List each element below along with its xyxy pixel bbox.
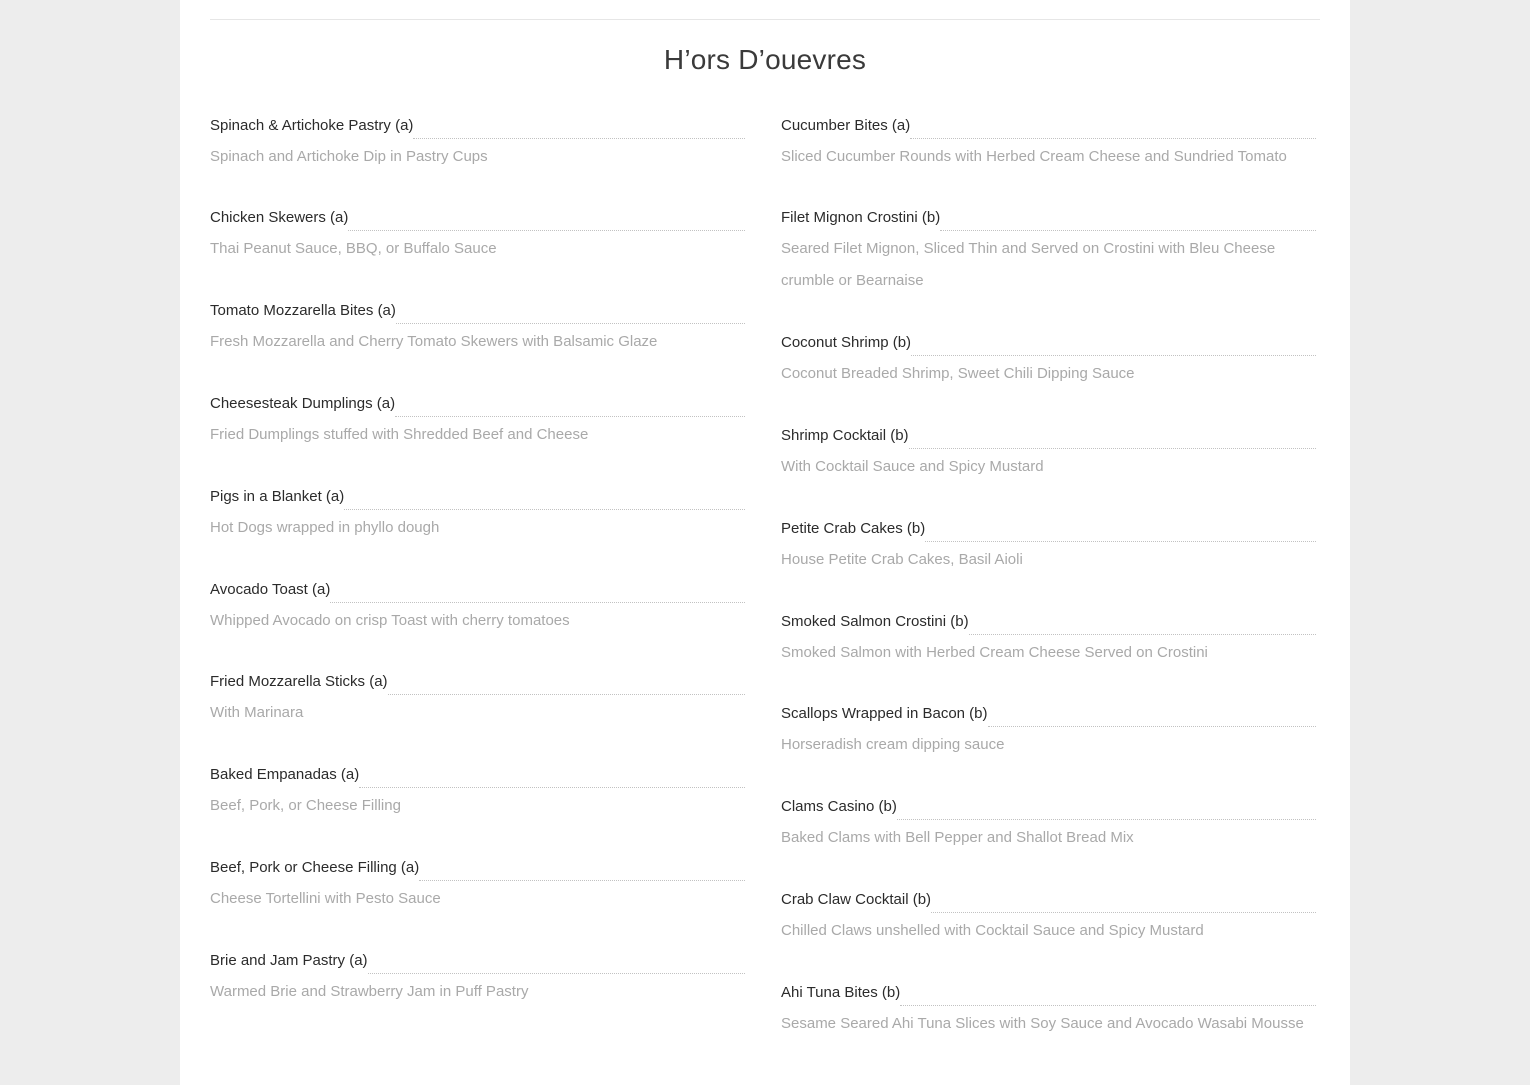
dotted-leader <box>900 1004 1316 1006</box>
dotted-leader <box>897 818 1316 820</box>
dotted-leader <box>388 693 745 695</box>
dotted-leader <box>344 508 745 510</box>
menu-item <box>210 298 745 358</box>
menu-item-description: House Petite Crab Cakes, Basil Aioli <box>781 551 1023 568</box>
menu-item-description: Cheese Tortellini with Pesto Sauce <box>210 890 441 907</box>
menu-item-name: Coconut Shrimp (b) <box>781 334 912 351</box>
menu-item <box>781 113 1316 173</box>
menu-item <box>210 669 745 729</box>
menu-item <box>781 980 1316 1040</box>
menu-item-name: Baked Empanadas (a) <box>210 766 360 783</box>
menu-item-description: Fresh Mozzarella and Cherry Tomato Skewers with Balsamic Glaze <box>210 333 658 350</box>
menu-item-name: Beef, Pork or Cheese Filling (a) <box>210 859 420 876</box>
menu-item-name: Pigs in a Blanket (a) <box>210 488 345 505</box>
dotted-leader <box>413 137 745 139</box>
menu-item <box>781 330 1316 390</box>
menu-item-description: Horseradish cream dipping sauce <box>781 736 1005 753</box>
dotted-leader <box>911 354 1316 356</box>
menu-item <box>781 609 1316 669</box>
menu-item-name: Fried Mozzarella Sticks (a) <box>210 673 388 690</box>
menu-item <box>210 577 745 637</box>
menu-item <box>210 948 745 1008</box>
dotted-leader <box>940 229 1316 231</box>
menu-item-name: Cheesesteak Dumplings (a) <box>210 395 396 412</box>
menu-item-name: Petite Crab Cakes (b) <box>781 520 926 537</box>
menu-item-description: Coconut Breaded Shrimp, Sweet Chili Dipping Sauce <box>781 365 1135 382</box>
dotted-leader <box>969 633 1316 635</box>
menu-item-description: Sesame Seared Ahi Tuna Slices with Soy Sauce and Avocado Wasabi Mousse <box>781 1015 1304 1032</box>
menu-item-description: Thai Peanut Sauce, BBQ, or Buffalo Sauce <box>210 240 497 257</box>
dotted-leader <box>348 229 745 231</box>
menu-item-name: Smoked Salmon Crostini (b) <box>781 613 969 630</box>
dotted-leader <box>396 322 745 324</box>
menu-item-name: Spinach & Artichoke Pastry (a) <box>210 117 414 134</box>
menu-item <box>210 762 745 822</box>
menu-item-name: Crab Claw Cocktail (b) <box>781 891 932 908</box>
menu-item-description: Chilled Claws unshelled with Cocktail Sauce and Spicy Mustard <box>781 922 1204 939</box>
dotted-leader <box>909 447 1316 449</box>
menu-item <box>210 391 745 451</box>
menu-item-description: Beef, Pork, or Cheese Filling <box>210 797 401 814</box>
menu-item-description: Seared Filet Mignon, Sliced Thin and Served on Crostini with Bleu Cheese crumble or Bearnaise <box>781 240 1276 289</box>
menu-item <box>210 855 745 915</box>
menu-item-name: Chicken Skewers (a) <box>210 209 349 226</box>
menu-item-description: Spinach and Artichoke Dip in Pastry Cups <box>210 148 488 165</box>
menu-item-name: Cucumber Bites (a) <box>781 117 911 134</box>
menu-item-description: Hot Dogs wrapped in phyllo dough <box>210 519 440 536</box>
menu-item <box>210 205 745 265</box>
menu-item-description: Whipped Avocado on crisp Toast with cherry tomatoes <box>210 612 570 629</box>
menu-item <box>781 701 1316 761</box>
menu-item <box>781 516 1316 576</box>
menu-item <box>210 484 745 544</box>
dotted-leader <box>419 879 745 881</box>
menu-item-description: With Cocktail Sauce and Spicy Mustard <box>781 458 1044 475</box>
dotted-leader <box>395 415 745 417</box>
menu-item-name: Avocado Toast (a) <box>210 581 331 598</box>
menu-item <box>781 887 1316 947</box>
dotted-leader <box>988 725 1317 727</box>
menu-item-description: With Marinara <box>210 704 304 721</box>
menu-item <box>781 423 1316 483</box>
menu-item <box>781 794 1316 854</box>
menu-page <box>180 0 1350 1085</box>
menu-item-name: Tomato Mozzarella Bites (a) <box>210 302 396 319</box>
menu-item-name: Brie and Jam Pastry (a) <box>210 952 368 969</box>
menu-item-name: Ahi Tuna Bites (b) <box>781 984 901 1001</box>
section-title: H’ors D’ouevres <box>663 44 867 75</box>
menu-item-name: Clams Casino (b) <box>781 798 897 815</box>
dotted-leader <box>368 972 745 974</box>
menu-item-description: Baked Clams with Bell Pepper and Shallot Bread Mix <box>781 829 1134 846</box>
menu-item-name: Filet Mignon Crostini (b) <box>781 209 941 226</box>
dotted-leader <box>330 601 745 603</box>
menu-item-description: Warmed Brie and Strawberry Jam in Puff Pastry <box>210 983 529 1000</box>
menu-item-description: Fried Dumplings stuffed with Shredded Beef and Cheese <box>210 426 589 443</box>
menu-item <box>210 113 745 173</box>
menu-item <box>781 205 1316 297</box>
dotted-leader <box>910 137 1316 139</box>
dotted-leader <box>359 786 745 788</box>
dotted-leader <box>931 911 1316 913</box>
top-divider <box>210 19 1320 20</box>
menu-item-name: Shrimp Cocktail (b) <box>781 427 909 444</box>
menu-item-description: Sliced Cucumber Rounds with Herbed Cream Cheese and Sundried Tomato <box>781 148 1287 165</box>
menu-item-description: Smoked Salmon with Herbed Cream Cheese Served on Crostini <box>781 644 1208 661</box>
dotted-leader <box>925 540 1316 542</box>
menu-item-name: Scallops Wrapped in Bacon (b) <box>781 705 988 722</box>
